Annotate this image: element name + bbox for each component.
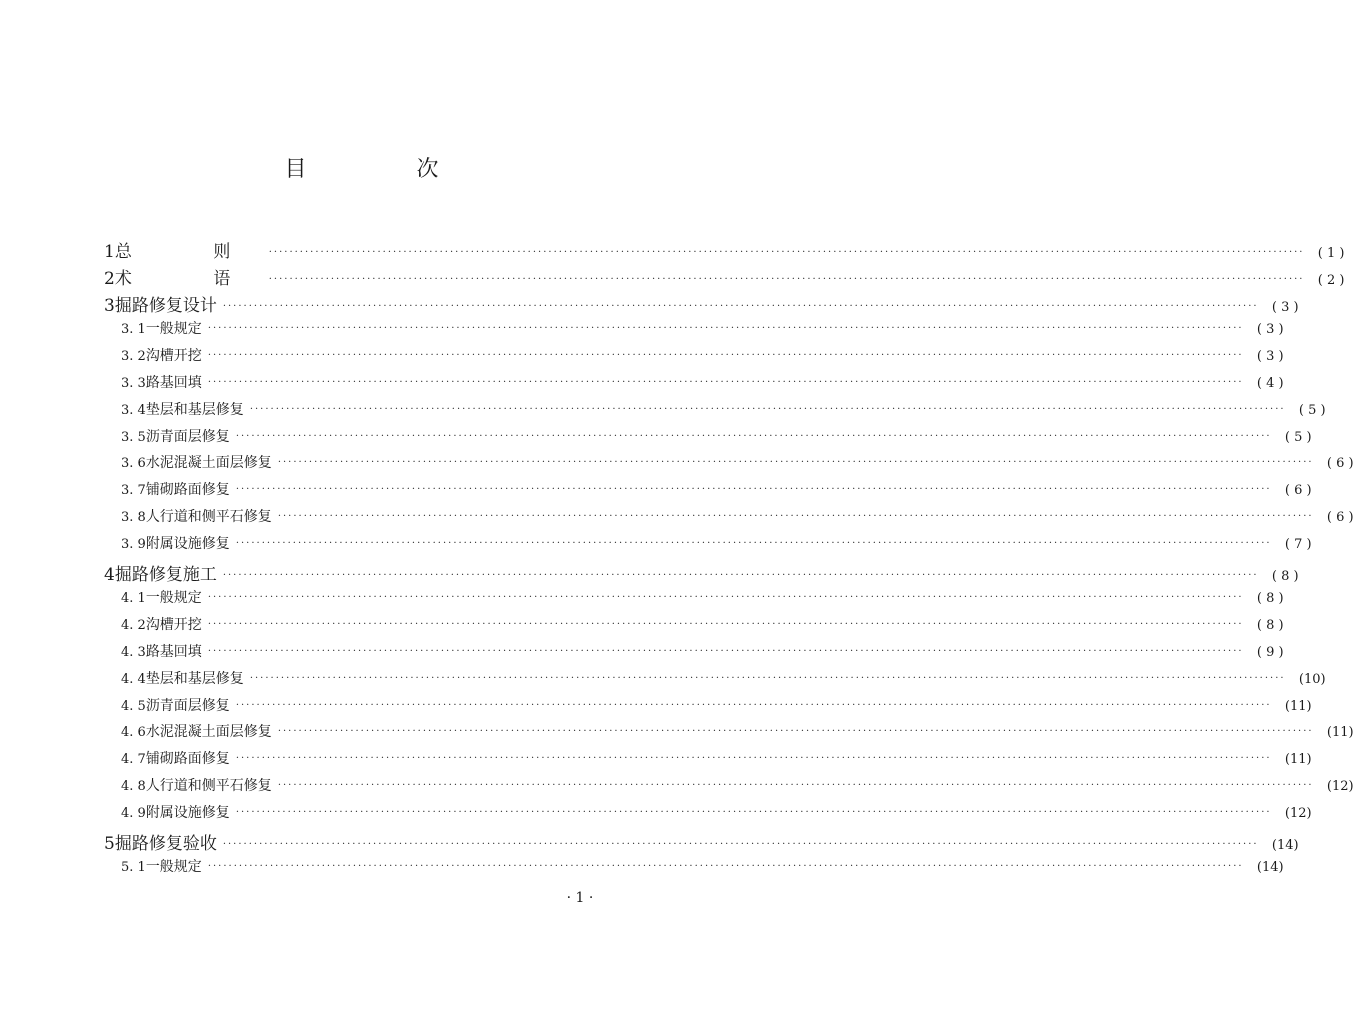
toc-entry-page: ( 5 ) xyxy=(1298,402,1326,418)
dot-leader: ········································································································································································································ xyxy=(268,274,1305,285)
toc-section-row[interactable] xyxy=(0,399,1326,426)
toc-entry-number: 4. 6 xyxy=(121,725,146,741)
toc-entry-page: (12) xyxy=(1326,779,1354,795)
dot-leader: ········································································································································································································ xyxy=(207,861,1244,873)
toc-entry-title: 沥青面层修复 xyxy=(145,428,230,445)
toc-entry-page: ( 5 ) xyxy=(1284,429,1312,445)
toc-chapter-row[interactable] xyxy=(0,829,1299,856)
toc-section-row[interactable] xyxy=(0,802,1312,829)
toc-entry-number: 4. 7 xyxy=(121,752,146,768)
toc-section-row[interactable] xyxy=(0,856,1284,883)
toc-entry-title: 一般规定 xyxy=(145,590,202,607)
toc-entry-page: ( 6 ) xyxy=(1326,510,1354,526)
dot-leader: ········································································································································································································ xyxy=(235,538,1272,550)
toc-entry-page: ( 3 ) xyxy=(1271,300,1299,315)
toc-entry-number: 4. 9 xyxy=(121,806,146,822)
toc-section-row[interactable] xyxy=(0,641,1284,668)
toc-entry-number: 4. 5 xyxy=(121,698,146,714)
toc-entry-title: 附属设施修复 xyxy=(145,536,230,553)
toc-entry-number: 2 xyxy=(104,269,115,289)
toc-entry-number: 4. 3 xyxy=(121,644,146,660)
toc-section-row[interactable] xyxy=(0,452,1354,479)
footer-page-number: · 1 · xyxy=(566,890,594,906)
toc-entry-title: 掘路修复设计 xyxy=(114,296,217,316)
toc-entry-title: 垫层和基层修复 xyxy=(145,670,244,687)
toc-entry-page: ( 8 ) xyxy=(1256,591,1284,607)
dot-leader: ········································································································································································································ xyxy=(207,323,1244,334)
toc-entry-page: (12) xyxy=(1284,806,1312,822)
dot-leader: ········································································································································································································ xyxy=(235,430,1272,442)
dot-leader: ········································································································································································································ xyxy=(249,403,1286,415)
dot-leader: ········································································································································································································ xyxy=(207,592,1244,604)
toc-entry-number: 4. 1 xyxy=(121,591,146,607)
toc-entry-number: 3. 1 xyxy=(121,322,146,337)
dot-leader: ········································································································································································································ xyxy=(235,753,1272,765)
toc-entry-page: ( 9 ) xyxy=(1256,644,1284,660)
toc-chapter-row[interactable] xyxy=(0,237,1345,264)
toc-entry-number: 3. 4 xyxy=(121,402,146,418)
toc-entry-title: 路基回填 xyxy=(145,374,202,391)
toc-entry-page: ( 3 ) xyxy=(1256,348,1284,364)
toc-entry-number: 3. 8 xyxy=(121,510,146,526)
toc-entry-title: 路基回填 xyxy=(145,643,202,660)
toc-entry-page: (14) xyxy=(1271,838,1299,854)
toc-entry-page: ( 8 ) xyxy=(1256,617,1284,633)
toc-entry-title: 铺砌路面修复 xyxy=(145,482,230,499)
toc-entry-number: 3. 5 xyxy=(121,429,146,445)
toc-entry-number: 3 xyxy=(104,296,115,316)
toc-entry-title: 掘路修复施工 xyxy=(114,565,217,586)
toc-section-row[interactable] xyxy=(0,533,1312,560)
toc-entry-page: ( 2 ) xyxy=(1317,273,1345,288)
dot-leader: ········································································································································································································ xyxy=(268,247,1305,258)
toc-section-row[interactable] xyxy=(0,614,1284,641)
toc-entry-title: 水泥混凝土面层修复 xyxy=(145,724,272,741)
toc-entry-page: ( 8 ) xyxy=(1271,569,1299,585)
dot-leader: ········································································································································································································ xyxy=(207,349,1244,361)
toc-entry-number: 4. 8 xyxy=(121,779,146,795)
toc-section-row[interactable] xyxy=(0,587,1284,614)
dot-leader: ········································································································································································································ xyxy=(277,511,1314,523)
toc-entry-number: 3. 3 xyxy=(121,375,146,391)
toc-entry-number: 4. 2 xyxy=(121,617,146,633)
toc-entry-title: 术 语 xyxy=(114,269,263,289)
toc-section-row[interactable] xyxy=(0,479,1312,506)
toc-entry-title: 铺砌路面修复 xyxy=(145,751,230,768)
toc-entry-title: 人行道和侧平石修复 xyxy=(145,778,272,795)
dot-leader: ········································································································································································································ xyxy=(235,484,1272,496)
toc-chapter-row[interactable] xyxy=(0,560,1299,587)
toc-entry-number: 3. 2 xyxy=(121,348,146,364)
dot-leader: ········································································································································································································ xyxy=(277,457,1314,469)
toc-entry-page: ( 6 ) xyxy=(1326,456,1354,472)
toc-entry-number: 3. 9 xyxy=(121,537,146,553)
dot-leader: ········································································································································································································ xyxy=(207,376,1244,388)
dot-leader: ········································································································································································································ xyxy=(222,301,1259,312)
toc-entry-page: ( 7 ) xyxy=(1284,537,1312,553)
toc-chapter-row[interactable] xyxy=(0,291,1299,318)
toc-entry-title: 总 则 xyxy=(114,242,263,262)
toc-section-row[interactable] xyxy=(0,318,1284,345)
toc-entry-page: ( 6 ) xyxy=(1284,483,1312,499)
toc-entry-title: 沟槽开挖 xyxy=(145,347,202,364)
toc-entry-number: 3. 6 xyxy=(121,456,146,472)
page-title: 目 次 xyxy=(284,157,483,182)
toc-section-row[interactable] xyxy=(0,506,1354,533)
toc-entry-title: 沥青面层修复 xyxy=(145,697,230,714)
toc-entry-number: 3. 7 xyxy=(121,483,146,499)
toc-section-row[interactable] xyxy=(0,695,1312,722)
dot-leader: ········································································································································································································ xyxy=(222,570,1259,582)
toc-entry-title: 一般规定 xyxy=(145,859,202,876)
toc-entry-number: 5. 1 xyxy=(121,860,146,876)
dot-leader: ········································································································································································································ xyxy=(207,645,1244,657)
dot-leader: ········································································································································································································ xyxy=(277,780,1314,792)
toc-section-row[interactable] xyxy=(0,426,1312,453)
toc-section-row[interactable] xyxy=(0,748,1312,775)
toc-entry-number: 5 xyxy=(104,834,115,855)
toc-entry-page: (10) xyxy=(1298,671,1326,687)
dot-leader: ········································································································································································································ xyxy=(222,839,1259,851)
dot-leader: ········································································································································································································ xyxy=(277,726,1314,738)
toc-entry-number: 1 xyxy=(104,242,115,262)
dot-leader: ········································································································································································································ xyxy=(235,807,1272,819)
toc-entry-title: 水泥混凝土面层修复 xyxy=(145,455,272,472)
toc-entry-page: (11) xyxy=(1326,725,1354,741)
toc-section-row[interactable] xyxy=(0,345,1284,372)
toc-entry-number: 4 xyxy=(104,565,115,586)
toc-entry-page: ( 4 ) xyxy=(1256,375,1284,391)
toc-section-row[interactable] xyxy=(0,775,1354,802)
dot-leader: ········································································································································································································ xyxy=(249,672,1286,684)
toc-entry-title: 一般规定 xyxy=(145,321,202,337)
toc-section-row[interactable] xyxy=(0,721,1354,748)
toc-section-row[interactable] xyxy=(0,668,1326,695)
toc-entry-title: 人行道和侧平石修复 xyxy=(145,509,272,526)
toc-entry-title: 沟槽开挖 xyxy=(145,616,202,633)
toc-section-row[interactable] xyxy=(0,372,1284,399)
toc-entry-page: ( 3 ) xyxy=(1256,322,1284,337)
dot-leader: ········································································································································································································ xyxy=(235,699,1272,711)
toc-entry-title: 附属设施修复 xyxy=(145,805,230,822)
toc-entry-title: 掘路修复验收 xyxy=(114,834,217,855)
toc-entry-page: (11) xyxy=(1284,752,1312,768)
toc-entry-number: 4. 4 xyxy=(121,671,146,687)
toc-entry-page: (11) xyxy=(1284,698,1312,714)
toc-chapter-row[interactable] xyxy=(0,264,1345,291)
toc-entry-page: (14) xyxy=(1256,860,1284,876)
toc-entry-page: ( 1 ) xyxy=(1317,246,1345,261)
table-of-contents xyxy=(0,237,1354,883)
toc-entry-title: 垫层和基层修复 xyxy=(145,401,244,418)
dot-leader: ········································································································································································································ xyxy=(207,618,1244,630)
